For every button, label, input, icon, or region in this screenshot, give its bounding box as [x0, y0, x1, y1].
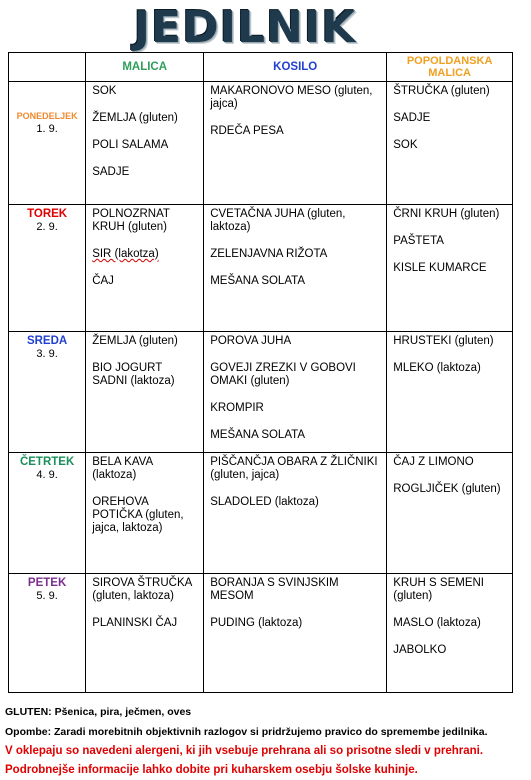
menu-item: SADJE: [92, 166, 130, 178]
menu-item: PLANINSKI ČAJ: [92, 617, 178, 629]
menu-item: BIO JOGURT SADNI (laktoza): [92, 362, 175, 387]
day-name: PETEK: [27, 577, 67, 589]
footer-gluten: GLUTEN: Pšenica, pira, ječmen, oves: [5, 706, 192, 718]
table-row: [9, 82, 513, 205]
menu-item: OREHOVA POTIČKA (gluten, jajca, laktoza): [92, 496, 184, 534]
cell-malica: [86, 205, 204, 332]
menu-item: SADJE: [393, 112, 431, 124]
day-cell: [9, 453, 86, 574]
menu-item: SIR (lakotza): [92, 248, 159, 260]
menu-item: SOK: [92, 85, 117, 97]
menu-item: KRUH S SEMENI (gluten): [393, 577, 484, 602]
cell-malica: [86, 332, 204, 453]
menu-item: BORANJA S SVINJSKIM MESOM: [210, 577, 339, 602]
day-date: 1. 9.: [36, 123, 58, 135]
menu-item: BELA KAVA (laktoza): [92, 456, 153, 481]
header-day: [9, 53, 86, 82]
table-row: [9, 205, 513, 332]
day-date: 2. 9.: [36, 221, 58, 233]
menu-item: CVETAČNA JUHA (gluten, laktoza): [210, 208, 346, 233]
menu-item: HRUSTEKI (gluten): [393, 335, 494, 347]
day-cell: [9, 205, 86, 332]
menu-item: MASLO (laktoza): [393, 617, 481, 629]
menu-table: [8, 52, 513, 693]
menu-item: ŽEMLJA (gluten): [92, 335, 178, 347]
menu-item: ŽEMLJA (gluten): [92, 112, 178, 124]
menu-item: KISLE KUMARCE: [393, 262, 487, 274]
menu-item: RDEČA PESA: [210, 125, 284, 137]
menu-item: MLEKO (laktoza): [393, 362, 481, 374]
menu-item: MEŠANA SOLATA: [210, 275, 305, 287]
day-name: PONEDELJEK: [16, 111, 78, 121]
day-cell: [9, 574, 86, 693]
cell-kosilo: [204, 205, 387, 332]
menu-item: ČAJ Z LIMONO: [393, 456, 474, 468]
menu-item: GOVEJI ZREZKI V GOBOVI OMAKI (gluten): [210, 362, 356, 387]
footer-alergeni: V oklepaju so navedeni alergeni, ki jih vsebuje prehrana ali so prisotne sledi v prehrani.: [5, 745, 484, 757]
menu-item: POLNOZRNAT KRUH (gluten): [92, 208, 170, 233]
cell-popoldanska: [387, 205, 513, 332]
table-row: [9, 453, 513, 574]
cell-kosilo: [204, 574, 387, 693]
menu-item: PAŠTETA: [393, 235, 444, 247]
menu-item: ČRNI KRUH (gluten): [393, 208, 500, 220]
menu-item: JABOLKO: [393, 644, 447, 656]
menu-item: POLI SALAMA: [92, 139, 169, 151]
page-title: JEDILNIK: [133, 2, 357, 53]
day-date: 3. 9.: [36, 348, 58, 360]
footer-opomba: Opombe: Zaradi morebitnih objektivnih razlogov si pridržujemo pravico do spremembe jedilnika.: [5, 726, 488, 738]
day-date: 5. 9.: [36, 590, 58, 602]
cell-kosilo: [204, 453, 387, 574]
cell-popoldanska: [387, 453, 513, 574]
header-kosilo: KOSILO: [204, 53, 387, 82]
footer-info: Podrobnejše informacije lahko dobite pri kuharskem osebju šolske kuhinje.: [5, 764, 418, 776]
cell-popoldanska: [387, 332, 513, 453]
day-name: ČETRTEK: [19, 456, 75, 468]
header-malica: MALICA: [86, 53, 204, 82]
day-cell: [9, 332, 86, 453]
cell-malica: [86, 82, 204, 205]
menu-item: PIŠČANČJA OBARA Z ŽLIČNIKI (gluten, jajca): [210, 456, 378, 481]
menu-item: ZELENJAVNA RIŽOTA: [210, 248, 328, 260]
cell-malica: [86, 574, 204, 693]
menu-item: SOK: [393, 139, 418, 151]
cell-kosilo: [204, 82, 387, 205]
day-name: SREDA: [26, 335, 68, 347]
menu-item: MAKARONOVO MESO (gluten, jajca): [210, 85, 373, 110]
menu-item: MEŠANA SOLATA: [210, 429, 305, 441]
menu-item: POROVA JUHA: [210, 335, 292, 347]
menu-item: SLADOLED (laktoza): [210, 496, 319, 508]
header-popoldanska: POPOLDANSKA MALICA: [387, 53, 513, 82]
cell-popoldanska: [387, 82, 513, 205]
menu-item: ČAJ: [92, 275, 114, 287]
menu-item: SIROVA ŠTRUČKA (gluten, laktoza): [92, 577, 192, 602]
cell-malica: [86, 453, 204, 574]
cell-kosilo: [204, 332, 387, 453]
cell-popoldanska: [387, 574, 513, 693]
menu-item: ŠTRUČKA (gluten): [393, 85, 490, 97]
menu-item: KROMPIR: [210, 402, 264, 414]
table-row: [9, 332, 513, 453]
day-cell: [9, 82, 86, 205]
day-date: 4. 9.: [36, 469, 58, 481]
day-name: TOREK: [27, 208, 68, 220]
header-row: [9, 53, 513, 82]
table-row: [9, 574, 513, 693]
menu-item: ROGLJIČEK (gluten): [393, 483, 501, 495]
menu-item: PUDING (laktoza): [210, 617, 303, 629]
